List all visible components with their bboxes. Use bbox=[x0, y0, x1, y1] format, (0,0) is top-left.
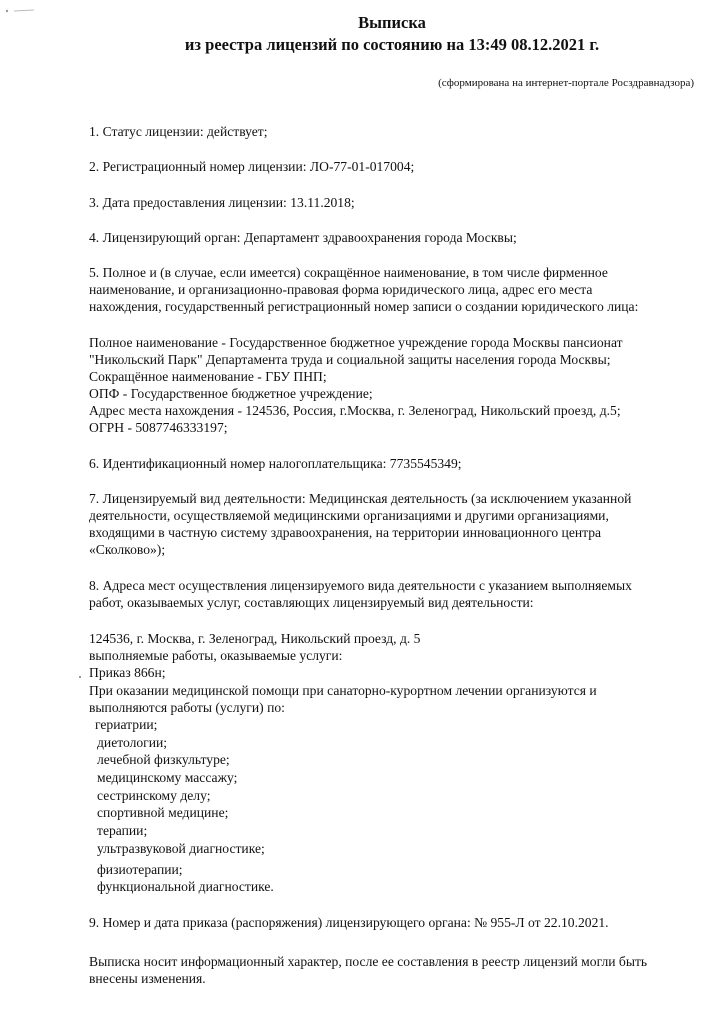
works-label: выполняемые работы, оказываемые услуги: bbox=[89, 648, 343, 663]
item-activity-line: входящими в частную систему здравоохранения, на территории инновационного центра bbox=[89, 525, 602, 540]
item-inn: 6. Идентификационный номер налогоплательщика: 7735545349; bbox=[89, 456, 462, 471]
service-item: ультразвуковой диагностике; bbox=[97, 841, 265, 856]
service-item: функциональной диагностике. bbox=[97, 879, 274, 894]
service-item: гериатрии; bbox=[95, 717, 158, 732]
service-address: 124536, г. Москва, г. Зеленоград, Никольский проезд, д. 5 bbox=[89, 631, 421, 646]
org-detail-line: Сокращённое наименование - ГБУ ПНП; bbox=[89, 369, 327, 384]
item-name-heading-line: наименование, и организационно-правовая форма юридического лица, адрес его места bbox=[89, 282, 593, 297]
item-activity-line: 7. Лицензируемый вид деятельности: Медицинская деятельность (за исключением указанной bbox=[89, 491, 632, 506]
item-name-heading-line: 5. Полное и (в случае, если имеется) сокращённое наименование, в том числе фирменное bbox=[89, 265, 608, 280]
item-date: 3. Дата предоставления лицензии: 13.11.2018; bbox=[89, 195, 355, 210]
care-intro-line: При оказании медицинской помощи при санаторно-курортном лечении организуются и bbox=[89, 683, 597, 698]
service-item: медицинскому массажу; bbox=[97, 770, 238, 785]
document-title: Выписка bbox=[358, 13, 426, 32]
service-item: лечебной физкультуре; bbox=[97, 752, 230, 767]
org-detail-line: ОПФ - Государственное бюджетное учреждение; bbox=[89, 386, 373, 401]
item-activity-line: деятельности, осуществляемой медицинскими организациями и другими организациями, bbox=[89, 508, 609, 523]
item-order-info: 9. Номер и дата приказа (распоряжения) лицензирующего органа: № 955-Л от 22.10.2021. bbox=[89, 915, 609, 930]
org-detail-line: Адрес места нахождения - 124536, Россия, г.Москва, г. Зеленоград, Никольский проезд, д.5; bbox=[89, 403, 621, 418]
item-name-heading-line: нахождения, государственный регистрационный номер записи о создании юридического лица: bbox=[89, 299, 639, 314]
document-subtitle: из реестра лицензий по состоянию на 13:49 08.12.2021 г. bbox=[184, 35, 600, 54]
item-addresses-heading-line: работ, оказываемых услуг, составляющих лицензируемый вид деятельности: bbox=[89, 595, 534, 610]
service-item: спортивной медицине; bbox=[97, 805, 229, 820]
item-authority: 4. Лицензирующий орган: Департамент здравоохранения города Москвы; bbox=[89, 230, 517, 245]
source-note: (сформирована на интернет-портале Росздравнадзора) bbox=[438, 77, 694, 89]
order-reference: Приказ 866н; bbox=[89, 665, 166, 680]
service-item: сестринскому делу; bbox=[97, 788, 211, 803]
item-reg-number: 2. Регистрационный номер лицензии: ЛО-77-01-017004; bbox=[89, 159, 415, 174]
org-detail-line: "Никольский Парк" Департамента труда и социальной защиты населения города Москвы; bbox=[89, 352, 611, 367]
care-intro-line: выполняются работы (услуги) по: bbox=[89, 700, 285, 715]
item-activity-line: «Сколково»); bbox=[89, 542, 166, 557]
org-detail-line: ОГРН - 5087746333197; bbox=[89, 420, 228, 435]
service-item: физиотерапии; bbox=[97, 862, 183, 877]
disclaimer-line: Выписка носит информационный характер, после ее составления в реестр лицензий могли быть bbox=[89, 954, 648, 969]
service-item: диетологии; bbox=[97, 735, 168, 750]
disclaimer-line: внесены изменения. bbox=[89, 971, 206, 986]
service-item: терапии; bbox=[97, 823, 148, 838]
item-status: 1. Статус лицензии: действует; bbox=[89, 124, 268, 139]
scan-dot-mark bbox=[79, 676, 81, 678]
org-detail-line: Полное наименование - Государственное бюджетное учреждение города Москвы пансионат bbox=[89, 335, 623, 350]
item-addresses-heading-line: 8. Адреса мест осуществления лицензируемого вида деятельности с указанием выполняемых bbox=[89, 578, 632, 593]
